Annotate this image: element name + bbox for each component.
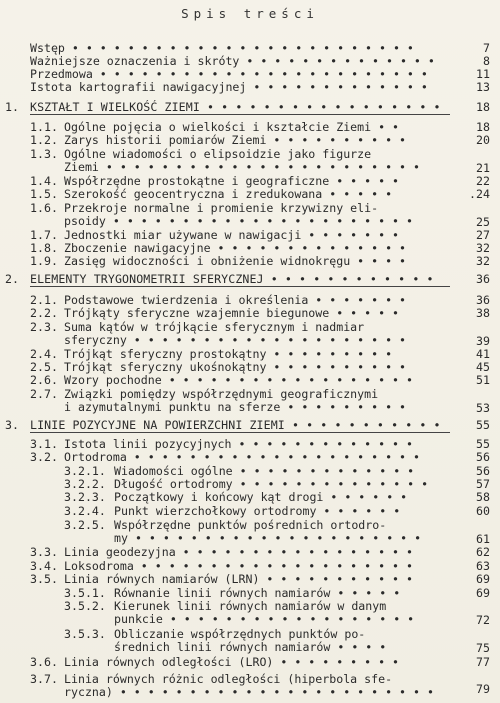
page-number: 58 (476, 490, 490, 504)
page-number: 8 (483, 54, 490, 68)
entry-title-line: Współrzędne prostokątne i geograficzne • • • • • (64, 174, 400, 188)
chapter-underline (30, 432, 450, 433)
page-number: 56 (476, 464, 490, 478)
page-number: 32 (476, 241, 490, 255)
entry-number: 3.2. (30, 450, 58, 464)
entry-number: 1.7. (30, 228, 58, 242)
entry-title (64, 546, 413, 559)
entry-title-line: Obliczanie współrzędnych punktów po- (114, 627, 366, 641)
page-number: 62 (476, 545, 490, 559)
entry-title (114, 505, 400, 518)
entry-number: 1.8. (30, 241, 58, 255)
page-number: 77 (476, 655, 490, 669)
entry-title-line: ELEMENTY TRYGONOMETRII SFERYCZNEJ • • • • • • • • • • • • (30, 272, 434, 286)
page-number: 41 (476, 347, 490, 361)
entry-title-line: Wzory pochodne • • • • • • • • • • • • • • • • • • (64, 373, 414, 387)
page-number: 79 (476, 682, 490, 696)
entry-title-line: Wstęp • • • • • • • • • • • • • • • • • • • • • • • • • (30, 41, 414, 55)
entry-title-line: punkcie • • • • • • • • • • • • • • • • • • (114, 612, 415, 626)
entry-title (64, 202, 413, 228)
entry-number: 3.2.4. (64, 504, 106, 518)
chapter-underline (30, 286, 450, 287)
entry-number: 2.7. (30, 387, 58, 401)
entry-title (114, 600, 414, 626)
entry-title-line: Wiadomości ogólne • • • • • • • • • • • • • (114, 464, 415, 478)
entry-title-line: Zarys historii pomiarów Ziemi • • • • • • • • • • (64, 133, 407, 147)
entry-title-line: Szerokość geocentryczna i zredukowana • • • • • (64, 187, 393, 201)
entry-number: 2. (5, 272, 19, 286)
entry-title-line: Podstawowe twierdzenia i określenia • • • • • • • (64, 293, 407, 307)
page-number: 36 (476, 293, 490, 307)
page-number: 75 (476, 641, 490, 655)
entry-number: 3.5.3. (64, 627, 106, 641)
page-number: 72 (476, 613, 490, 627)
entry-title (114, 491, 407, 504)
page-number: 39 (476, 334, 490, 348)
page-number: 20 (476, 133, 490, 147)
page-number: 60 (476, 504, 490, 518)
entry-title-line: KSZTAŁT I WIELKOŚĆ ZIEMI • • • • • • • • • • • • • • • • • (30, 100, 441, 114)
entry-title-line: LINIE POZYCYJNE NA POWIERZCHNI ZIEMI • • • • • • • • • • • (30, 418, 441, 432)
entry-number: 1.1. (30, 120, 58, 134)
entry-number: 3.2.3. (64, 490, 106, 504)
page-number: 45 (476, 360, 490, 374)
entry-number: 2.6. (30, 373, 58, 387)
entry-title-line: Ogólne wiadomości o elipsoidzie jako figurze (64, 147, 372, 161)
entry-title (114, 519, 421, 545)
chapter-underline (30, 114, 450, 115)
page-number: 56 (476, 450, 490, 464)
page-number: 11 (476, 67, 490, 81)
entry-title-line: i azymutalnymi punktu na sferze • • • • • • • • • (64, 400, 407, 414)
entry-number: 2.1. (30, 293, 58, 307)
page-number: 18 (476, 100, 490, 114)
entry-title (64, 656, 399, 669)
entry-title (30, 101, 441, 114)
entry-number: 3.3. (30, 545, 58, 559)
entry-number: 3.5.2. (64, 599, 106, 613)
entry-title-line: Istota kartografii nawigacyjnej • • • • • • • • • • • • • (30, 80, 428, 94)
entry-title (30, 273, 434, 286)
entry-title-line: Jednostki miar używane w nawigacji • • • • • • • (64, 228, 400, 242)
entry-title-line: Współrzędne punktów pośrednich ortodro- (114, 518, 387, 532)
entry-title-line: Linia równych odległości (LRO) • • • • • • • • • (64, 655, 400, 669)
page-number: 36 (476, 272, 490, 286)
entry-title-line: Trójkąt sferyczny prostokątny • • • • • • • • • (64, 347, 393, 361)
entry-title (114, 628, 386, 654)
entry-number: 1. (5, 100, 19, 114)
entry-number: 3.1. (30, 437, 58, 451)
entry-title (64, 374, 413, 387)
entry-title-line: Długość ortodromy • • • • • • • • • • • • • • (114, 477, 429, 491)
entry-title-line: Punkt wierzchołkowy ortodromy • • • • • • (114, 504, 401, 518)
page-number: 38 (476, 306, 490, 320)
entry-title-line: Przedmowa • • • • • • • • • • • • • • • • • • • • • • • • (30, 67, 428, 81)
entry-title-line: sferyczny • • • • • • • • • • • • • • • • • • • • (64, 333, 407, 347)
entry-title (64, 188, 392, 201)
entry-title-line: Zasięg widoczności i obniżenie widnokręgu • • • • (64, 254, 407, 268)
entry-title-line: Linia równych różnic odległości (hiperbola sfe- (64, 672, 393, 686)
entry-number: 1.2. (30, 133, 58, 147)
entry-title-line: Loksodroma • • • • • • • • • • • • • • • • • • • • (64, 559, 414, 573)
page-number: 55 (476, 437, 490, 451)
page-number: 22 (476, 174, 490, 188)
entry-title (64, 673, 434, 699)
entry-number: 3.7. (30, 672, 58, 686)
page-number: 18 (476, 120, 490, 134)
entry-number: 3.4. (30, 559, 58, 573)
page-title: Spis treści (181, 6, 319, 21)
entry-title-line: Trójkąty sferyczne wzajemnie biegunowe • • • • • (64, 306, 400, 320)
entry-number: 1.5. (30, 187, 58, 201)
entry-title-line: Równanie linii równych namiarów • • • • • (114, 586, 401, 600)
entry-number: 2.2. (30, 306, 58, 320)
entry-number: 1.9. (30, 254, 58, 268)
page-number: .24 (469, 187, 490, 201)
entry-number: 1.3. (30, 147, 58, 161)
page-number: 25 (476, 215, 490, 229)
page-number: 69 (476, 586, 490, 600)
entry-number: 2.5. (30, 360, 58, 374)
entry-title-line: Linia równych namiarów (LRN) • • • • • • • • • • • (64, 572, 414, 586)
page-number: 21 (476, 161, 490, 175)
entry-title-line: Ortodroma • • • • • • • • • • • • • • • • • • • • • (64, 450, 420, 464)
page-number: 53 (476, 401, 490, 415)
entry-title (64, 321, 406, 347)
page-number: 13 (476, 80, 490, 94)
entry-number: 2.3. (30, 320, 58, 334)
entry-title-line: Przekroje normalne i promienie krzywizny eli- (64, 201, 379, 215)
entry-title-line: my • • • • • • • • • • • • • • • • • • • • • (114, 531, 422, 545)
page-number: 63 (476, 559, 490, 573)
entry-title-line: psoidy • • • • • • • • • • • • • • • • • • • • • • (64, 214, 414, 228)
entry-title-line: Kierunek linii równych namiarów w danym (114, 599, 387, 613)
entry-title-line: Istota linii pozycyjnych • • • • • • • • • • • • • (64, 437, 414, 451)
entry-title-line: średnich linii równych namiarów • • • • (114, 640, 387, 654)
page-number: 57 (476, 477, 490, 491)
page-number: 7 (483, 41, 490, 55)
entry-title (64, 388, 406, 414)
entry-title-line: Trójkąt sferyczny ukośnokątny • • • • • • • • • • (64, 360, 407, 374)
entry-number: 2.4. (30, 347, 58, 361)
entry-number: 3.5.1. (64, 586, 106, 600)
page-number: 55 (476, 418, 490, 432)
entry-number: 1.6. (30, 201, 58, 215)
entry-title-line: Ważniejsze oznaczenia i skróty • • • • • • • • • • • • • • (30, 54, 435, 68)
entry-title (30, 419, 441, 432)
entry-number: 3. (5, 418, 19, 432)
page-number: 69 (476, 572, 490, 586)
page-number: 61 (476, 532, 490, 546)
entry-title (64, 255, 406, 268)
entry-number: 3.6. (30, 655, 58, 669)
entry-title-line: Ogólne pojęcia o wielkości i kształcie Ziemi • • (64, 120, 400, 134)
entry-title (30, 81, 428, 94)
entry-title (64, 307, 399, 320)
entry-title (64, 148, 420, 174)
entry-title (64, 573, 413, 586)
entry-title-line: Suma kątów w trójkącie sferycznym i nadmiar (64, 320, 365, 334)
entry-number: 3.2.5. (64, 518, 106, 532)
page-number: 27 (476, 228, 490, 242)
entry-title-line: Ziemi • • • • • • • • • • • • • • • • • • • • • • • (64, 160, 420, 174)
entry-title (64, 134, 406, 147)
entry-title-line: ryczna) • • • • • • • • • • • • • • • • • • • • • • • (64, 685, 434, 699)
entry-number: 1.4. (30, 174, 58, 188)
entry-title-line: Związki pomiędzy współrzędnymi geograficznymi (64, 387, 379, 401)
entry-title-line: Zboczenie nawigacyjne • • • • • • • • • • • • • • (64, 241, 407, 255)
entry-number: 3.5. (30, 572, 58, 586)
entry-number: 3.2.1. (64, 464, 106, 478)
entry-title-line: Początkowy i końcowy kąt drogi • • • • • • (114, 490, 408, 504)
page-number: 51 (476, 373, 490, 387)
entry-number: 3.2.2. (64, 477, 106, 491)
entry-title (64, 451, 420, 464)
entry-title-line: Linia geodezyjna • • • • • • • • • • • • • • • • • (64, 545, 414, 559)
page-number: 32 (476, 254, 490, 268)
